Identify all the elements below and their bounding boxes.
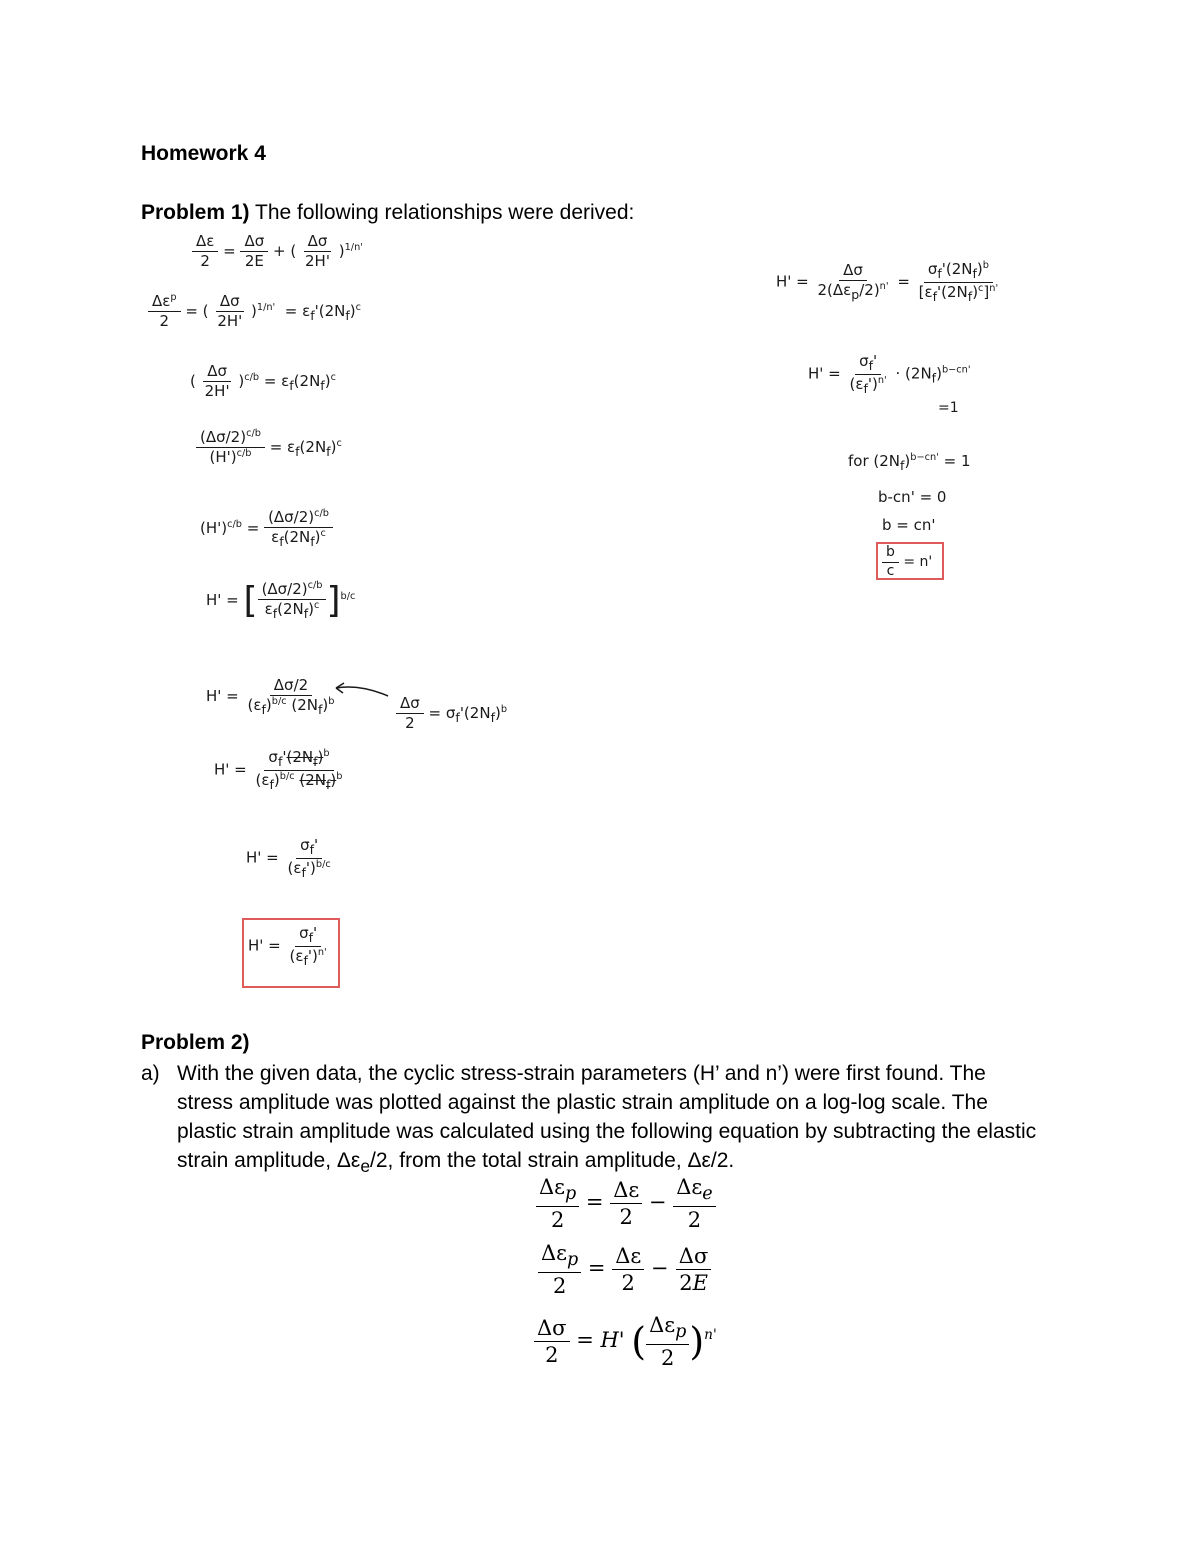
problem2-heading: Problem 2) — [141, 1031, 250, 1054]
hand-right-eq-5: b = cn' — [882, 516, 936, 534]
problem2-a-paragraph — [141, 1059, 1041, 1181]
hand-eq-2: $\frac{\Delta\varepsilon^p}{2}$ = ( $\frac{\Delta\sigma}{2H'}$ )$^{1/n'} = \varepsilon_f'(2N_f)^c$ — [148, 292, 361, 331]
hand-eq-10: H' = $\frac{\sigma_f'}{(\varepsilon_f')^{n'}}$ — [248, 924, 327, 968]
hand-right-eq-4: b-cn' = 0 — [878, 488, 947, 506]
problem2-a-text-sub: e — [360, 1156, 371, 1177]
hand-eq-9: H' = $\frac{\sigma_f'}{(\varepsilon_f')^{b/c}}$ — [246, 836, 331, 880]
typeset-eq-1: $\frac{\Delta\varepsilon_p}{2}$ = $\frac{\Delta\varepsilon}{2}$ − $\frac{\Delta\varepsilon_e}{2}$ — [536, 1174, 716, 1233]
problem2-a-label: a) — [141, 1062, 160, 1085]
hand-right-eq-2: H' = $\frac{\sigma_f'}{(\varepsilon_f')^{n'}}$ · $(2N_f)^{b-cn'}$ — [808, 352, 971, 396]
hand-right-eq-1: H' = $\frac{\Delta\sigma}{2(\Delta\varepsilon_p/2)^{n'}}$ = $\frac{\sigma_f'(2N_f)^b}{[\varepsilon_f'(2N_f)^c]^{n'}}$ — [776, 260, 999, 304]
hand-right-eq-3: for $(2N_f)^{b-cn'} = 1$ — [848, 452, 971, 473]
problem1-text: The following relationships were derived: — [249, 201, 635, 224]
hand-eq-6: H' = [ $\frac{(\Delta\sigma/2)^{c/b}}{\varepsilon_f(2N_f)^c}$ ]$^{b/c}$ — [206, 580, 356, 622]
typeset-eq-2: $\frac{\Delta\varepsilon_p}{2}$ = $\frac{\Delta\varepsilon}{2}$ − $\frac{\Delta\sigma}{2E}$ — [538, 1240, 712, 1299]
hand-eq-3: ( $\frac{\Delta\sigma}{2H'}$ )$^{c/b} = \varepsilon_f(2N_f)^c$ — [190, 362, 336, 400]
typeset-eq-3: $\frac{\Delta\sigma}{2}$ = H' ( $\frac{\Delta\varepsilon_p}{2}$ )$^{n'}$ — [534, 1312, 717, 1371]
hand-eq-7-note: $\frac{\Delta\sigma}{2}$ = $\sigma_f'(2N_f)^b$ — [396, 694, 507, 733]
hand-right-eq-6: $\frac{b}{c}$ = n' — [882, 544, 932, 580]
hand-eq-5: $(H')^{c/b}$ = $\frac{(\Delta\sigma/2)^{c/b}}{\varepsilon_f(2N_f)^c}$ — [200, 508, 333, 549]
hand-eq-1: $\frac{\Delta\varepsilon}{2}$ = $\frac{\Delta\sigma}{2E}$ + ( $\frac{\Delta\sigma}{2H'}$ )$^{1/n'}$ — [192, 232, 363, 271]
problem1-heading — [141, 201, 634, 225]
document-title: Homework 4 — [141, 142, 266, 165]
hand-right-eq-2-under: =1 — [938, 400, 959, 416]
problem1-label: Problem 1) — [141, 201, 250, 224]
arrow-icon — [330, 680, 390, 702]
problem2-a-text-2: /2, from the total strain amplitude, Δε/2. — [370, 1149, 735, 1172]
hand-eq-4: $\frac{(\Delta\sigma/2)^{c/b}}{(H')^{c/b}}$ = $\varepsilon_f(2N_f)^c$ — [196, 428, 342, 467]
hand-eq-7: H' = $\frac{\Delta\sigma/2}{(\varepsilon_f)^{b/c} (2N_f)^b}$ — [206, 676, 335, 717]
hand-eq-8: H' = $\frac{\sigma_f'(2N_f)^b}{(\varepsilon_f)^{b/c} (2N_f)^b}$ — [214, 748, 343, 792]
problem2-a-text: With the given data, the cyclic stress-strain parameters (H’ and n’) were first found. The stress amplitude was plotted against the plastic strain amplitude on a log-log scale. The plastic strain amplitude was calculated using the following equation by subtracting the elastic strain amplitude, Δε — [177, 1062, 1037, 1172]
